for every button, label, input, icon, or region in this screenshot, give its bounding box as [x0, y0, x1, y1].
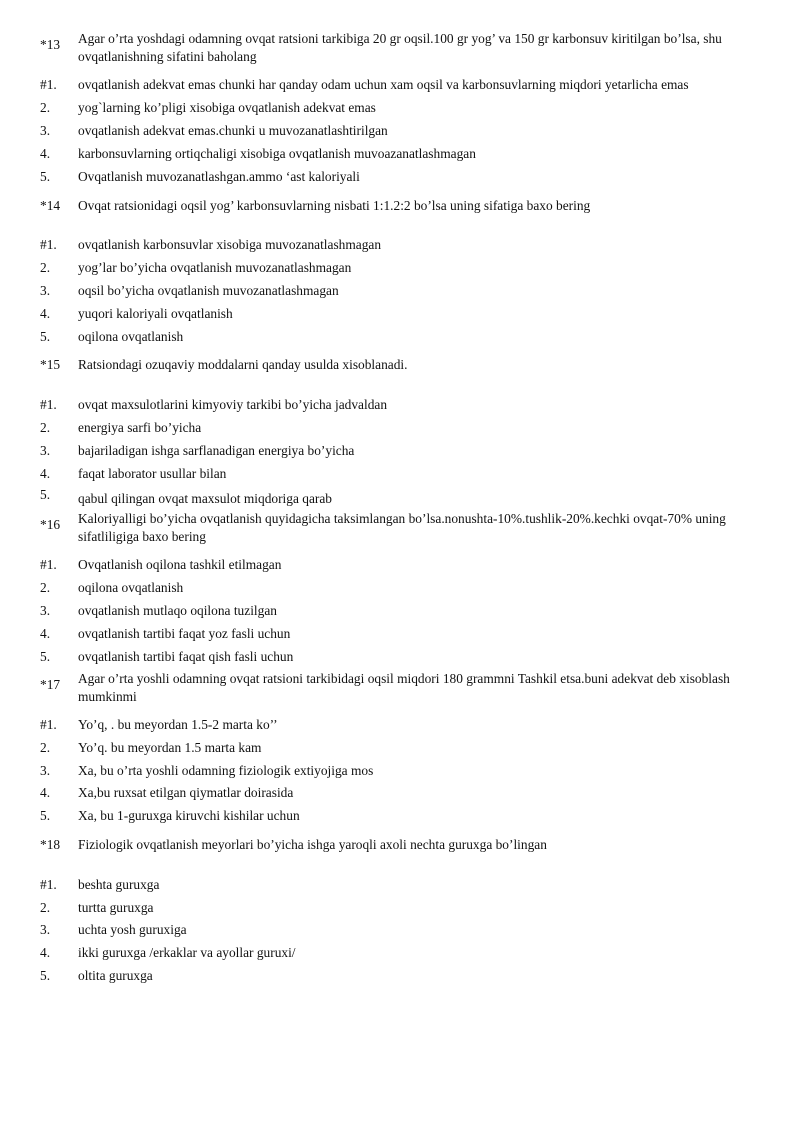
question-number: *15: [40, 357, 61, 372]
question-number: *17: [40, 677, 61, 692]
answer-number: 3.: [40, 283, 51, 298]
answer-number: #1.: [40, 237, 57, 252]
answer-number: #1.: [40, 77, 57, 92]
answer-number: 3.: [40, 123, 51, 138]
answer-text: faqat laborator usullar bilan: [78, 466, 227, 481]
answer-text: ovqatlanish tartibi faqat qish fasli uchun: [78, 649, 294, 664]
question-text: Fiziologik ovqatlanish meyorlari bo’yicha ishga yaroqli axoli nechta guruxga bo’lingan: [78, 837, 547, 852]
question-number: *13: [40, 37, 61, 52]
answer-number: 3.: [40, 922, 51, 937]
answer-text: turtta guruxga: [78, 900, 154, 915]
answer-number: 3.: [40, 603, 51, 618]
answer-number: 2.: [40, 900, 51, 915]
answer-number: 4.: [40, 626, 51, 641]
answer-text: beshta guruxga: [78, 877, 160, 892]
answer-number: 5.: [40, 487, 51, 502]
answer-text: Yo’q, . bu meyordan 1.5-2 marta ko’’: [78, 717, 278, 732]
answer-number: #1.: [40, 397, 57, 412]
answer-text: ovqatlanish adekvat emas.chunki u muvozanatlashtirilgan: [78, 123, 388, 138]
answer-number: 2.: [40, 740, 51, 755]
answer-number: 5.: [40, 808, 51, 823]
answer-number: 2.: [40, 580, 51, 595]
question-number: *16: [40, 517, 61, 532]
answer-number: 5.: [40, 169, 51, 184]
answer-text: yog’lar bo’yicha ovqatlanish muvozanatlashmagan: [78, 260, 352, 275]
answer-number: #1.: [40, 557, 57, 572]
answer-text: ovqat maxsulotlarini kimyoviy tarkibi bo’yicha jadvaldan: [78, 397, 388, 412]
answer-text: Xa, bu o’rta yoshli odamning fiziologik extiyojiga mos: [78, 763, 374, 778]
answer-text: Xa, bu 1-guruxga kiruvchi kishilar uchun: [78, 808, 300, 823]
answer-text: ovqatlanish mutlaqo oqilona tuzilgan: [78, 603, 277, 618]
question-text: Agar o’rta yoshli odamning ovqat ratsioni tarkibidagi oqsil miqdori 180 grammni Tashkil etsa.buni adekvat deb xisoblash mumkinmi: [78, 671, 730, 704]
answer-number: 5.: [40, 649, 51, 664]
answer-text: oqilona ovqatlanish: [78, 580, 184, 595]
answer-text: bajariladigan ishga sarflanadigan energiya bo’yicha: [78, 443, 355, 458]
answer-number: 5.: [40, 329, 51, 344]
question-number: *14: [40, 198, 61, 213]
answer-number: #1.: [40, 877, 57, 892]
answer-number: 4.: [40, 146, 51, 161]
answer-text: Xa,bu ruxsat etilgan qiymatlar doirasida: [78, 785, 294, 800]
question-text: Agar o’rta yoshdagi odamning ovqat ratsioni tarkibiga 20 gr oqsil.100 gr yog’ va 150 gr karbonsuv kiritilgan bo’lsa, shu ovqatlanishning sifatini baholang: [78, 31, 722, 64]
answer-number: 4.: [40, 466, 51, 481]
answer-text: oqilona ovqatlanish: [78, 329, 184, 344]
answer-text: Ovqatlanish oqilona tashkil etilmagan: [78, 557, 282, 572]
question-number: *18: [40, 837, 61, 852]
answer-text: oltita guruxga: [78, 968, 153, 983]
answer-text: ovqatlanish karbonsuvlar xisobiga muvozanatlashmagan: [78, 237, 382, 252]
answer-text: ovqatlanish tartibi faqat yoz fasli uchun: [78, 626, 291, 641]
answer-number: 2.: [40, 100, 51, 115]
answer-number: 4.: [40, 945, 51, 960]
answer-text: Yo’q. bu meyordan 1.5 marta kam: [78, 740, 262, 755]
answer-text: karbonsuvlarning ortiqchaligi xisobiga ovqatlanish muvoazanatlashmagan: [78, 146, 476, 161]
answer-text: Ovqatlanish muvozanatlashgan.ammo ‘ast kaloriyali: [78, 169, 360, 184]
answer-text: yog`larning ko’pligi xisobiga ovqatlanish adekvat emas: [78, 100, 376, 115]
question-text: Ovqat ratsionidagi oqsil yog’ karbonsuvlarning nisbati 1:1.2:2 bo’lsa uning sifatiga baxo bering: [78, 198, 591, 213]
answer-number: 3.: [40, 443, 51, 458]
answer-number: 3.: [40, 763, 51, 778]
answer-text: uchta yosh guruxiga: [78, 922, 187, 937]
answer-text: oqsil bo’yicha ovqatlanish muvozanatlashmagan: [78, 283, 339, 298]
answer-text: ovqatlanish adekvat emas chunki har qanday odam uchun xam oqsil va karbonsuvlarning miqdori yetarlicha emas: [78, 77, 689, 92]
answer-text: energiya sarfi bo’yicha: [78, 420, 202, 435]
answer-number: 2.: [40, 260, 51, 275]
answer-number: #1.: [40, 717, 57, 732]
answer-number: 4.: [40, 785, 51, 800]
answer-number: 5.: [40, 968, 51, 983]
answer-number: 2.: [40, 420, 51, 435]
answer-number: 4.: [40, 306, 51, 321]
answer-text: yuqori kaloriyali ovqatlanish: [78, 306, 233, 321]
question-text: Ratsiondagi ozuqaviy moddalarni qanday usulda xisoblanadi.: [78, 357, 408, 372]
answer-text: ikki guruxga /erkaklar va ayollar guruxi/: [78, 945, 296, 960]
answer-text: qabul qilingan ovqat maxsulot miqdoriga qarab: [78, 491, 332, 506]
question-text: Kaloriyalligi bo’yicha ovqatlanish quyidagicha taksimlangan bo’lsa.nonushta-10%.tushlik-20%.kechki ovqat-70% uning sifatliligiga baxo bering: [78, 511, 726, 544]
